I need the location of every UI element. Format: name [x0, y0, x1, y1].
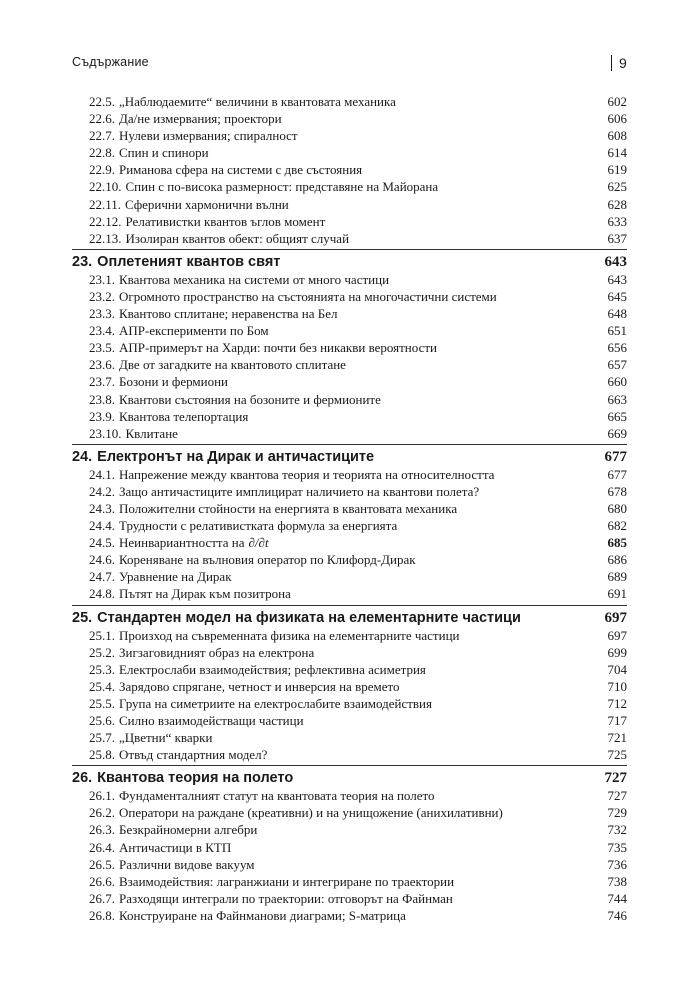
toc-label [89, 178, 438, 195]
entry-number: 26.5. [89, 856, 115, 872]
entry-page: 628 [607, 196, 627, 212]
toc-entry [72, 356, 627, 373]
chapter-number: 24. [72, 448, 93, 465]
entry-title: „Цветни“ кварки [119, 730, 213, 746]
entry-title: Квантова механика на системи от много частици [119, 271, 390, 287]
entry-title: Група на симетриите на електрослабите взаимодействия [119, 695, 432, 711]
toc-entry [72, 425, 627, 442]
toc-entry [72, 408, 627, 425]
entry-page: 680 [607, 500, 627, 516]
toc-entry [72, 712, 627, 729]
entry-page: 619 [607, 162, 627, 178]
entry-page: 699 [607, 644, 627, 660]
running-head [72, 55, 627, 69]
entry-page: 656 [607, 340, 627, 356]
toc-entry [72, 729, 627, 746]
entry-number: 22.8. [89, 145, 115, 161]
toc-entry [72, 305, 627, 322]
entry-number: 22.5. [89, 94, 115, 109]
entry-number: 24.1. [89, 466, 115, 482]
toc-label [89, 873, 454, 890]
entry-number: 22.11. [89, 196, 122, 212]
entry-number: 24.6. [89, 552, 115, 568]
toc-label [89, 339, 437, 356]
entry-number: 22.9. [89, 162, 115, 178]
toc-label [89, 391, 381, 408]
entry-title: Огромното пространство на състоянията на многочастични системи [119, 288, 497, 304]
entry-title: Напрежение между квантова теория и теорията на относителността [119, 466, 495, 482]
toc-label [89, 534, 269, 551]
entry-number: 25.4. [89, 678, 115, 694]
toc-label [89, 425, 178, 442]
entry-page: 606 [607, 111, 627, 127]
entry-page: 744 [607, 890, 627, 906]
entry-page: 660 [607, 374, 627, 390]
entry-number: 23.6. [89, 357, 115, 373]
entry-number: 26.7. [89, 890, 115, 906]
entry-page: 669 [607, 425, 627, 441]
toc-label [72, 769, 293, 787]
entry-number: 23.5. [89, 340, 115, 356]
entry-title: Квантови състояния на бозоните и фермионите [119, 391, 381, 407]
entry-title: Бозони и фермиони [119, 374, 228, 390]
toc-entry [72, 466, 627, 483]
entry-number: 24.7. [89, 569, 115, 585]
entry-page: 732 [607, 822, 627, 838]
entry-number: 23.7. [89, 374, 115, 390]
toc-label [89, 804, 503, 821]
chapter-heading [72, 765, 627, 787]
entry-page: 602 [607, 94, 627, 109]
math-expression: ∂/∂t [248, 535, 269, 551]
toc-entry [72, 551, 627, 568]
entry-title: Произход на съвременната физика на елементарните частици [119, 627, 460, 643]
toc-label [89, 890, 453, 907]
entry-title: Две от загадките на квантовото сплитане [119, 357, 346, 373]
toc-entry [72, 787, 627, 804]
entry-title: Квантово сплитане; неравенства на Бел [119, 306, 338, 322]
entry-page: 637 [607, 230, 627, 246]
entry-page: 710 [607, 678, 627, 694]
entry-title: Защо античастиците имплицират наличието на квантови полета? [119, 483, 480, 499]
toc-entry [72, 873, 627, 890]
toc-entry [72, 678, 627, 695]
entry-title: Пътят на Дирак към позитрона [119, 586, 291, 602]
toc-label [89, 322, 269, 339]
entry-number: 23.4. [89, 323, 115, 339]
entry-page: 678 [607, 483, 627, 499]
toc-label [89, 373, 228, 390]
toc-entry [72, 890, 627, 907]
entry-page: 651 [607, 323, 627, 339]
entry-page: 643 [607, 271, 627, 287]
entry-number: 26.2. [89, 805, 115, 821]
entry-title: Сферични хармонични вълни [125, 196, 289, 212]
entry-title: Отвъд стандартния модел? [119, 747, 268, 763]
entry-title: Оператори на раждане (креативни) и на унищожение (анихилативни) [119, 805, 503, 821]
chapter-title: Електронът на Дирак и античастиците [97, 448, 375, 465]
entry-title: АПР-примерът на Харди: почти без никакви вероятности [119, 340, 437, 356]
toc-label [89, 821, 257, 838]
entry-number: 26.4. [89, 839, 115, 855]
toc-entry [72, 585, 627, 602]
entry-title: АПР-експерименти по Бом [119, 323, 269, 339]
entry-number: 22.10. [89, 179, 122, 195]
page-number: 9 [611, 55, 627, 71]
toc-entry [72, 110, 627, 127]
entry-number: 22.7. [89, 128, 115, 144]
entry-page: 721 [607, 730, 627, 746]
entry-number: 23.8. [89, 391, 115, 407]
entry-page: 608 [607, 128, 627, 144]
entry-title: Разходящи интеграли по траектории: отговорът на Файнман [119, 890, 453, 906]
toc-label [89, 288, 497, 305]
entry-page: 645 [607, 288, 627, 304]
toc-entry [72, 644, 627, 661]
entry-title: Конструиране на Файнманови диаграми; S-матрица [119, 907, 406, 923]
entry-page: 735 [607, 839, 627, 855]
entry-title: Квантова телепортация [119, 408, 249, 424]
entry-page: 625 [607, 179, 627, 195]
toc-label [89, 93, 396, 110]
chapter-heading [72, 605, 627, 627]
toc-label [89, 517, 397, 534]
entry-title: Уравнение на Дирак [119, 569, 232, 585]
entry-number: 24.3. [89, 500, 115, 516]
entry-number: 24.2. [89, 483, 115, 499]
toc-entry [72, 839, 627, 856]
entry-number: 24.4. [89, 518, 115, 534]
entry-page: 657 [607, 357, 627, 373]
chapter-number: 25. [72, 609, 93, 626]
entry-number: 26.3. [89, 822, 115, 838]
entry-title: Кореняване на вълновия оператор по Клифорд-Дирак [119, 552, 416, 568]
entry-page: 633 [607, 213, 627, 229]
toc-label [89, 568, 232, 585]
toc-label [89, 500, 457, 517]
toc-entry [72, 339, 627, 356]
toc-entry [72, 196, 627, 213]
toc-label [89, 585, 291, 602]
entry-page: 746 [607, 907, 627, 923]
entry-number: 24.8. [89, 586, 115, 602]
toc-label [89, 644, 314, 661]
entry-title: Фундаменталният статут на квантовата теория на полето [119, 788, 435, 804]
entry-page: 682 [607, 518, 627, 534]
entry-title: Античастици в КТП [119, 839, 232, 855]
entry-number: 25.2. [89, 644, 115, 660]
entry-page: 729 [607, 805, 627, 821]
entry-page: 663 [607, 391, 627, 407]
entry-number: 23.10. [89, 425, 122, 441]
toc-label [89, 661, 426, 678]
toc-entry [72, 373, 627, 390]
entry-title: Положителни стойности на енергията в квантовата механика [119, 500, 458, 516]
entry-number: 23.1. [89, 271, 115, 287]
entry-title: Спин с по-висока размерност: представяне на Майорана [125, 179, 439, 195]
toc-label [89, 271, 389, 288]
toc-entry [72, 161, 627, 178]
toc-label [89, 466, 494, 483]
chapter-title: Квантова теория на полето [97, 770, 294, 787]
toc-entry [72, 213, 627, 230]
toc-label [89, 144, 209, 161]
table-of-contents [72, 93, 627, 924]
toc-entry [72, 500, 627, 517]
entry-number: 24.5. [89, 535, 115, 551]
entry-page: 665 [607, 408, 627, 424]
toc-entry [72, 483, 627, 500]
entry-title: Силно взаимодействащи частици [119, 713, 304, 728]
entry-title: Зарядово спрягане, четност и инверсия на времето [119, 678, 400, 694]
entry-number: 25.5. [89, 695, 115, 711]
entry-title: Да/не измервания; проектори [119, 111, 282, 127]
toc-entry [72, 322, 627, 339]
entry-title: Безкрайномерни алгебри [119, 822, 258, 838]
entry-title: „Наблюдаемите“ величини в квантовата механика [119, 94, 396, 109]
chapter-title: Стандартен модел на физиката на елементарните частици [97, 609, 521, 626]
chapter-page: 643 [604, 253, 627, 270]
toc-entry [72, 391, 627, 408]
entry-page: 738 [607, 873, 627, 889]
entry-title: Зигзаговидният образ на електрона [119, 644, 315, 660]
entry-page: 691 [607, 586, 627, 602]
entry-page: 704 [607, 661, 627, 677]
entry-number: 25.6. [89, 713, 115, 728]
entry-page: 648 [607, 306, 627, 322]
entry-number: 23.2. [89, 288, 115, 304]
entry-number: 25.1. [89, 627, 115, 643]
entry-page: 686 [607, 552, 627, 568]
toc-entry [72, 804, 627, 821]
toc-label [89, 712, 304, 729]
entry-title: Взаимодействия: лагранжиани и интегриране по траектории [119, 873, 455, 889]
entry-title: Нулеви измервания; спиралност [119, 128, 298, 144]
toc-label [89, 483, 479, 500]
entry-number: 25.7. [89, 730, 115, 746]
toc-entry [72, 288, 627, 305]
toc-label [89, 695, 432, 712]
entry-number: 26.1. [89, 788, 115, 804]
toc-label [89, 127, 298, 144]
toc-label [89, 787, 435, 804]
entry-title: Различни видове вакуум [119, 856, 255, 872]
toc-entry [72, 230, 627, 247]
toc-entry [72, 661, 627, 678]
entry-page: 685 [607, 535, 627, 551]
toc-entry [72, 627, 627, 644]
chapter-page: 677 [604, 448, 627, 465]
toc-entry [72, 907, 627, 924]
toc-entry [72, 178, 627, 195]
toc-label [89, 213, 325, 230]
chapter-page: 727 [604, 770, 627, 787]
chapter-heading [72, 444, 627, 466]
entry-page: 677 [607, 466, 627, 482]
entry-title: Риманова сфера на системи с две състояния [119, 162, 363, 178]
entry-title: Изолиран квантов обект: общият случай [125, 230, 350, 246]
toc-entry [72, 93, 627, 110]
entry-title: Електрослаби взаимодействия; рефлективна асиметрия [119, 661, 426, 677]
toc-label [89, 839, 231, 856]
toc-label [72, 253, 280, 271]
entry-number: 22.12. [89, 213, 122, 229]
entry-title: Спин и спинори [119, 145, 209, 161]
entry-number: 25.8. [89, 747, 115, 763]
entry-title: Трудности с релативистката формула за енергията [119, 518, 398, 534]
entry-page: 689 [607, 569, 627, 585]
entry-number: 22.6. [89, 111, 115, 127]
toc-label [72, 448, 374, 466]
entry-title: Релативистки квантов ъглов момент [125, 213, 326, 229]
toc-entry [72, 534, 627, 551]
toc-label [89, 729, 212, 746]
toc-label [89, 356, 346, 373]
entry-page: 717 [607, 713, 627, 728]
chapter-number: 23. [72, 253, 93, 270]
toc-label [89, 551, 416, 568]
entry-page: 712 [607, 695, 627, 711]
chapter-title: Оплетеният квантов свят [97, 253, 281, 270]
chapter-page: 697 [604, 609, 627, 626]
entry-number: 22.13. [89, 230, 122, 246]
toc-label [89, 110, 282, 127]
toc-label [89, 230, 349, 247]
toc-label [89, 408, 248, 425]
entry-page: 727 [607, 788, 627, 804]
section-title: Съдържание [72, 55, 149, 69]
toc-label [89, 746, 267, 763]
toc-label [72, 609, 521, 627]
toc-entry [72, 821, 627, 838]
toc-label [89, 907, 406, 924]
toc-entry [72, 271, 627, 288]
entry-number: 23.3. [89, 306, 115, 322]
entry-number: 26.8. [89, 907, 115, 923]
chapter-number: 26. [72, 770, 93, 787]
entry-number: 26.6. [89, 873, 115, 889]
entry-page: 725 [607, 747, 627, 763]
toc-label [89, 856, 255, 873]
toc-entry [72, 517, 627, 534]
entry-page: 614 [607, 145, 627, 161]
toc-entry [72, 144, 627, 161]
entry-page: 736 [607, 856, 627, 872]
toc-label [89, 161, 362, 178]
toc-entry [72, 746, 627, 763]
entry-page: 697 [607, 627, 627, 643]
entry-title: Квлитане [125, 425, 178, 441]
toc-label [89, 678, 399, 695]
entry-title: Неинвариантността на [119, 535, 245, 551]
toc-label [89, 196, 289, 213]
toc-entry [72, 856, 627, 873]
toc-label [89, 305, 337, 322]
entry-number: 25.3. [89, 661, 115, 677]
toc-entry [72, 568, 627, 585]
entry-number: 23.9. [89, 408, 115, 424]
toc-label [89, 627, 459, 644]
chapter-heading [72, 249, 627, 271]
toc-entry [72, 695, 627, 712]
toc-entry [72, 127, 627, 144]
